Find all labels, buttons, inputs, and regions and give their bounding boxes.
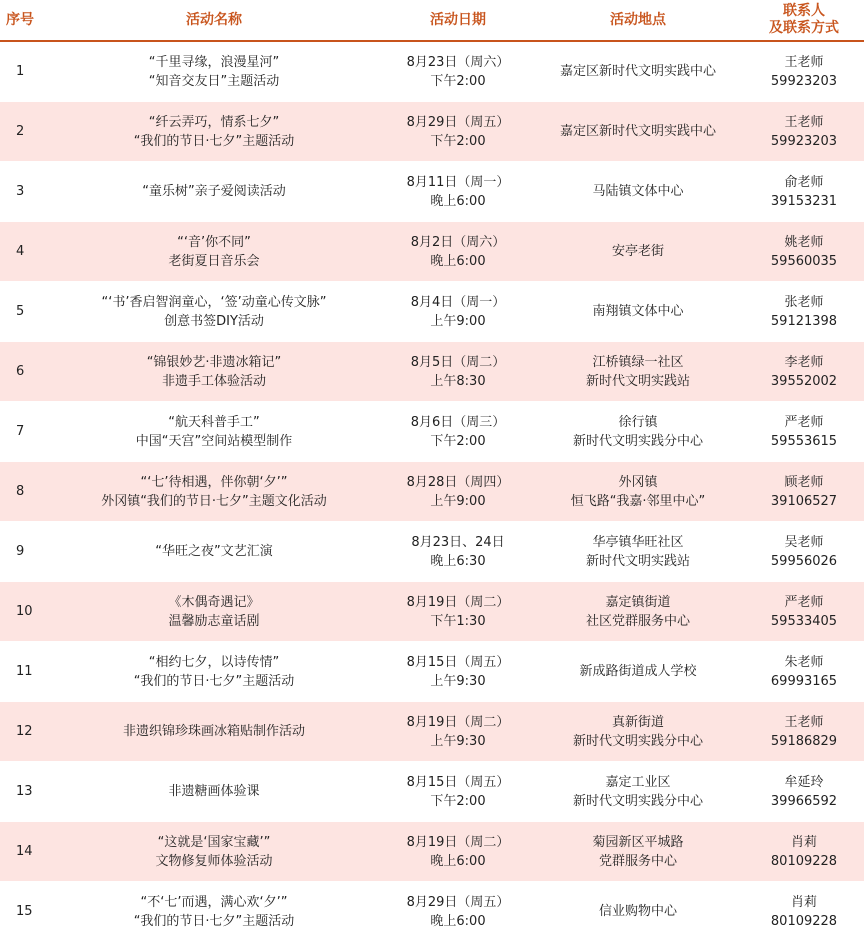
activity-date: [384, 222, 532, 282]
activity-date: [384, 522, 532, 582]
activity-contact-line: 肖莉: [790, 894, 817, 910]
activity-contact-line: 69993165: [770, 673, 838, 689]
activity-contact-line: 李老师: [784, 354, 824, 370]
activity-contact: [744, 462, 864, 522]
activity-name: [44, 522, 384, 582]
activity-name-line: 老街夏日音乐会: [168, 253, 260, 269]
activity-name-line: “千里寻缘，浪漫星河”: [148, 54, 280, 70]
activity-date-line: 晚上6:30: [430, 553, 486, 569]
activity-date-line: 8月29日（周五）: [406, 114, 510, 130]
activity-place-line: 安亭老街: [611, 244, 664, 259]
activity-contact: [744, 102, 864, 162]
activity-date-line: 晚上6:00: [430, 193, 486, 209]
activity-contact-line: 59533405: [770, 613, 838, 629]
activity-date: [384, 102, 532, 162]
activity-contact: [744, 41, 864, 102]
table-row: [0, 162, 864, 222]
activity-place-line: 华亭镇华旺社区: [592, 534, 684, 550]
activity-date-line: 8月28日（周四）: [406, 474, 510, 490]
table-row: [0, 222, 864, 282]
table-row: [0, 822, 864, 882]
activity-name: [44, 342, 384, 402]
activity-name-line: “锦银妙艺·非遗冰箱记”: [146, 354, 282, 370]
header-contact: [744, 0, 864, 41]
activity-contact-line: 张老师: [784, 294, 824, 310]
activity-place: [532, 882, 744, 942]
activity-date-line: 下午2:00: [430, 73, 486, 89]
activity-contact-line: 59186829: [770, 733, 838, 749]
activity-name: [44, 642, 384, 702]
activity-date: [384, 282, 532, 342]
activity-name: [44, 822, 384, 882]
activity-place-line: 嘉定区新时代文明实践中心: [559, 64, 716, 79]
activity-date-line: 8月11日（周一）: [406, 174, 510, 190]
activity-contact: [744, 402, 864, 462]
table-row: [0, 702, 864, 762]
activity-place-line: 新时代文明实践分中心: [572, 793, 703, 809]
activity-date: [384, 462, 532, 522]
activity-place-line: 马陆镇文体中心: [592, 184, 684, 199]
activity-place-line: 嘉定工业区: [605, 774, 671, 790]
activity-date-line: 8月2日（周六）: [410, 234, 506, 250]
activity-place: [532, 41, 744, 102]
activity-date-line: 上午9:30: [430, 733, 486, 749]
activity-name: [44, 222, 384, 282]
activity-place: [532, 642, 744, 702]
header-contact-line2: 及联系方式: [769, 20, 839, 36]
table-row: [0, 582, 864, 642]
activity-contact-line: 姚老师: [784, 234, 824, 250]
activity-place-line: 江桥镇绿一社区: [592, 354, 684, 370]
activity-place: [532, 282, 744, 342]
activity-name: [44, 882, 384, 942]
activity-name-line: “知音交友日”主题活动: [148, 73, 280, 89]
activity-contact-line: 王老师: [784, 714, 824, 730]
activity-date-line: 8月23日（周六）: [406, 54, 510, 70]
activity-contact-line: 严老师: [784, 594, 824, 610]
activity-contact: [744, 582, 864, 642]
activity-contact-line: 59956026: [770, 553, 838, 569]
activity-contact-line: 牟延玲: [784, 774, 824, 790]
activity-name-line: 中国“天宫”空间站模型制作: [135, 433, 293, 449]
activity-date-line: 上午9:00: [430, 313, 486, 329]
row-seq: 5: [0, 282, 44, 342]
row-seq: 9: [0, 522, 44, 582]
activity-place-line: 嘉定镇街道: [605, 594, 671, 610]
table-row: [0, 462, 864, 522]
activity-name-line: “航天科普手工”: [168, 414, 260, 430]
activity-date-line: 晚上6:00: [430, 853, 486, 869]
activity-date-line: 8月19日（周二）: [406, 594, 510, 610]
activity-date-line: 8月15日（周五）: [406, 654, 510, 670]
activity-date-line: 8月15日（周五）: [406, 774, 510, 790]
activity-name-line: “我们的节日·七夕”主题活动: [133, 913, 295, 929]
activity-name: [44, 702, 384, 762]
activity-contact-line: 严老师: [784, 414, 824, 430]
activity-name-line: “相约七夕，以诗传情”: [148, 654, 280, 670]
header-place: 活动地点: [532, 0, 744, 41]
activity-contact-line: 59553615: [770, 433, 838, 449]
activity-name: [44, 402, 384, 462]
activity-date: [384, 882, 532, 942]
activity-place: [532, 522, 744, 582]
activity-name: [44, 762, 384, 822]
activity-contact-line: 59923203: [770, 133, 838, 149]
activity-place-line: 新时代文明实践分中心: [572, 433, 703, 449]
activity-place-line: 真新街道: [611, 714, 664, 730]
activity-date: [384, 642, 532, 702]
activity-contact: [744, 702, 864, 762]
activity-place: [532, 762, 744, 822]
activity-name-line: “童乐树”亲子爱阅读活动: [142, 184, 286, 199]
table-row: [0, 41, 864, 102]
activity-date: [384, 41, 532, 102]
activity-date-line: 晚上6:00: [430, 253, 486, 269]
activity-name-line: 《木偶奇遇记》: [168, 594, 260, 610]
table-row: [0, 342, 864, 402]
activity-contact-line: 俞老师: [784, 174, 824, 190]
activity-date-line: 8月5日（周二）: [410, 354, 506, 370]
activity-place-line: 恒飞路“我嘉·邻里中心”: [570, 493, 706, 509]
header-date: 活动日期: [384, 0, 532, 41]
row-seq: 7: [0, 402, 44, 462]
row-seq: 11: [0, 642, 44, 702]
activity-place-line: 外冈镇: [618, 474, 658, 490]
activity-place-line: 菊园新区平城路: [592, 834, 684, 850]
row-seq: 3: [0, 162, 44, 222]
activity-contact: [744, 282, 864, 342]
header-row: [0, 0, 864, 41]
activity-contact-line: 80109228: [770, 853, 838, 869]
activity-date-line: 8月23日、24日: [411, 534, 505, 550]
activity-name-line: 温馨励志童话剧: [168, 613, 260, 629]
activity-contact-line: 39966592: [770, 793, 838, 809]
activity-contact-line: 80109228: [770, 913, 838, 929]
row-seq: 6: [0, 342, 44, 402]
activity-date-line: 下午2:00: [430, 133, 486, 149]
activity-place-line: 党群服务中心: [598, 853, 677, 869]
activity-date: [384, 762, 532, 822]
activity-place: [532, 402, 744, 462]
activity-place: [532, 462, 744, 522]
row-seq: 10: [0, 582, 44, 642]
activity-date-line: 8月29日（周五）: [406, 894, 510, 910]
activity-name-line: 创意书签DIY活动: [164, 313, 264, 329]
activity-place-line: 新时代文明实践分中心: [572, 733, 703, 749]
activity-name-line: 外冈镇“我们的节日·七夕”主题文化活动: [101, 493, 327, 509]
activity-date: [384, 162, 532, 222]
table-row: [0, 522, 864, 582]
activity-date-line: 8月19日（周二）: [406, 714, 510, 730]
activity-date-line: 下午2:00: [430, 793, 486, 809]
row-seq: 12: [0, 702, 44, 762]
activity-place-line: 新时代文明实践站: [585, 373, 690, 389]
activity-name-line: “‘七’待相遇，伴你朝‘夕’”: [140, 474, 288, 490]
activity-contact: [744, 882, 864, 942]
activity-contact-line: 39552002: [770, 373, 838, 389]
activity-place: [532, 162, 744, 222]
activity-date-line: 上午8:30: [430, 373, 486, 389]
table-row: [0, 282, 864, 342]
header-seq: 序号: [0, 0, 44, 41]
activity-contact-line: 39106527: [770, 493, 838, 509]
activity-place-line: 社区党群服务中心: [585, 613, 690, 629]
activity-date: [384, 822, 532, 882]
activity-name: [44, 462, 384, 522]
activity-contact-line: 59560035: [770, 253, 838, 269]
activity-contact-line: 王老师: [784, 54, 824, 70]
row-seq: 2: [0, 102, 44, 162]
activity-contact: [744, 762, 864, 822]
activity-contact-line: 59121398: [770, 313, 838, 329]
activity-place: [532, 342, 744, 402]
row-seq: 8: [0, 462, 44, 522]
activity-date: [384, 582, 532, 642]
row-seq: 4: [0, 222, 44, 282]
activity-contact: [744, 822, 864, 882]
activity-name: [44, 282, 384, 342]
activity-place-line: 信业购物中心: [598, 904, 677, 919]
activity-name: [44, 41, 384, 102]
activity-name-line: “我们的节日·七夕”主题活动: [133, 673, 295, 689]
activity-name-line: “‘音’你不同”: [177, 234, 251, 250]
activity-date-line: 8月6日（周三）: [410, 414, 506, 430]
activity-place: [532, 102, 744, 162]
activity-contact: [744, 522, 864, 582]
activity-place: [532, 702, 744, 762]
activity-date-line: 8月4日（周一）: [410, 294, 506, 310]
header-name: 活动名称: [44, 0, 384, 41]
activity-date-line: 上午9:00: [430, 493, 486, 509]
activity-contact-line: 59923203: [770, 73, 838, 89]
activity-name-line: “不‘七’而遇，满心欢‘夕’”: [140, 894, 288, 910]
row-seq: 1: [0, 41, 44, 102]
activity-contact-line: 肖莉: [790, 834, 817, 850]
activity-name-line: 非遗织锦珍珠画冰箱贴制作活动: [122, 724, 305, 739]
activity-date: [384, 402, 532, 462]
table-row: [0, 642, 864, 702]
activity-place: [532, 222, 744, 282]
row-seq: 13: [0, 762, 44, 822]
activity-place-line: 嘉定区新时代文明实践中心: [559, 124, 716, 139]
activity-date: [384, 702, 532, 762]
activity-name-line: “‘书’香启智润童心，‘签’动童心传文脉”: [101, 294, 327, 310]
activity-name-line: “华旺之夜”文艺汇演: [155, 544, 273, 559]
activity-date-line: 晚上6:00: [430, 913, 486, 929]
activity-date-line: 下午1:30: [430, 613, 486, 629]
activity-place: [532, 582, 744, 642]
activity-name-line: 非遗糖画体验课: [168, 784, 260, 799]
row-seq: 14: [0, 822, 44, 882]
activity-date-line: 8月19日（周二）: [406, 834, 510, 850]
activity-name-line: 文物修复师体验活动: [155, 853, 273, 869]
activity-contact-line: 王老师: [784, 114, 824, 130]
activity-contact: [744, 222, 864, 282]
activity-name-line: 非遗手工体验活动: [161, 373, 266, 389]
activity-contact-line: 顾老师: [784, 474, 824, 490]
activity-name-line: “纤云弄巧，情系七夕”: [148, 114, 280, 130]
activity-contact-line: 39153231: [770, 193, 838, 209]
activity-place-line: 徐行镇: [618, 414, 658, 430]
activity-name: [44, 102, 384, 162]
activity-date-line: 下午2:00: [430, 433, 486, 449]
activity-contact: [744, 642, 864, 702]
table-row: [0, 402, 864, 462]
activity-place-line: 南翔镇文体中心: [592, 304, 684, 319]
row-seq: 15: [0, 882, 44, 942]
activity-place-line: 新时代文明实践站: [585, 553, 690, 569]
activity-date: [384, 342, 532, 402]
activity-place: [532, 822, 744, 882]
activity-contact-line: 朱老师: [784, 654, 824, 670]
activity-contact: [744, 342, 864, 402]
activity-name-line: “这就是‘国家宝藏’”: [157, 834, 271, 850]
activity-date-line: 上午9:30: [430, 673, 486, 689]
header-contact-line1: 联系人: [783, 3, 825, 19]
table-row: [0, 762, 864, 822]
activity-name: [44, 582, 384, 642]
activity-contact: [744, 162, 864, 222]
activity-contact-line: 吴老师: [784, 534, 824, 550]
activity-name: [44, 162, 384, 222]
table-row: [0, 882, 864, 942]
table-row: [0, 102, 864, 162]
activity-place-line: 新成路街道成人学校: [579, 664, 697, 679]
activity-name-line: “我们的节日·七夕”主题活动: [133, 133, 295, 149]
